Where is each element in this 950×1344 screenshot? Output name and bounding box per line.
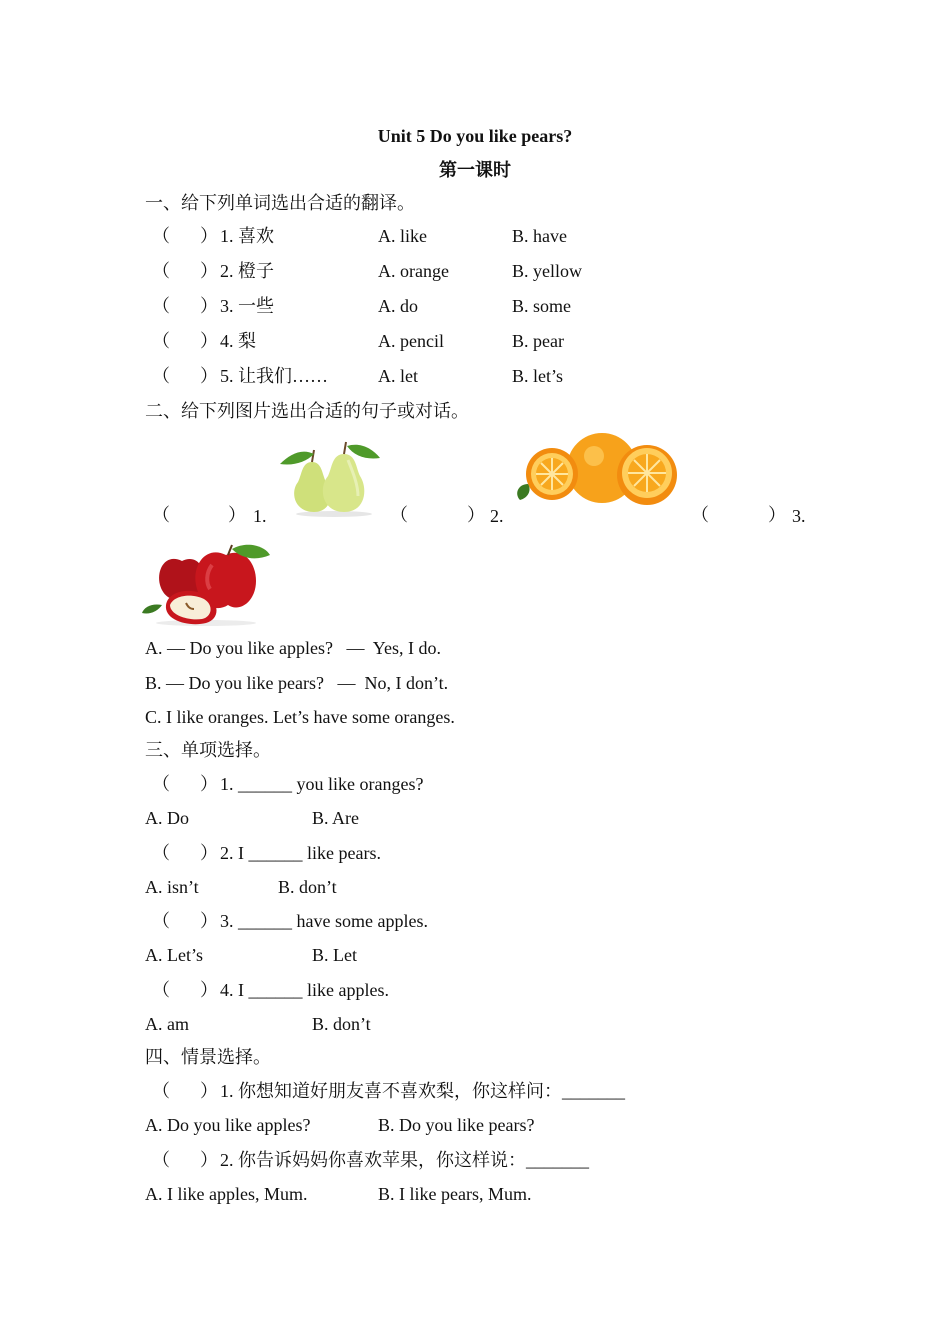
answer-blank-open: （ xyxy=(152,980,170,1000)
answer-blank-close: ） xyxy=(200,843,218,863)
answer-blank-open: （ xyxy=(152,261,170,281)
option-b: B. yellow xyxy=(512,261,582,281)
option-a: A. like xyxy=(378,226,427,246)
answer-blank-open: （ xyxy=(152,226,170,246)
answer-blank-close: ） xyxy=(200,911,218,931)
picture-number: 3. xyxy=(792,506,806,526)
option-a: A. I like apples, Mum. xyxy=(145,1184,308,1204)
oranges-picture xyxy=(514,428,684,510)
section2-heading: 二、给下列图片选出合适的句子或对话。 xyxy=(145,401,469,421)
answer-blank-close: ） xyxy=(200,1081,218,1101)
answer-blank-open: （ xyxy=(152,1150,170,1170)
answer-blank-open: （ xyxy=(152,1081,170,1101)
question-stem: 2. 橙子 xyxy=(220,261,274,281)
option-b: B. Let xyxy=(312,945,357,965)
question-stem: 3. ______ have some apples. xyxy=(220,911,428,931)
option-a: A. Let’s xyxy=(145,945,203,965)
question-stem: 1. ______ you like oranges? xyxy=(220,774,424,794)
option-b: B. have xyxy=(512,226,567,246)
option-a: A. let xyxy=(378,366,418,386)
answer-blank-open: （ xyxy=(152,296,170,316)
option-a: A. Do you like apples? xyxy=(145,1115,311,1135)
section1-heading: 一、给下列单词选出合适的翻译。 xyxy=(145,193,415,213)
answer-blank-close: ） xyxy=(200,261,218,281)
option-b: B. Do you like pears? xyxy=(378,1115,535,1135)
answer-blank-open: （ xyxy=(152,366,170,386)
page-subtitle: 第一课时 xyxy=(439,160,511,180)
option-a: A. Do xyxy=(145,808,189,828)
option-a: A. pencil xyxy=(378,331,444,351)
question-stem: 1. 喜欢 xyxy=(220,226,274,246)
answer-blank-close: ） xyxy=(200,296,218,316)
page-title: Unit 5 Do you like pears? xyxy=(377,126,573,146)
picture-option-a: A. — Do you like apples? — Yes, I do. xyxy=(145,638,441,658)
answer-blank-close: ） xyxy=(467,505,485,525)
option-b: B. don’t xyxy=(312,1014,371,1034)
answer-blank-close: ） xyxy=(200,366,218,386)
option-b: B. let’s xyxy=(512,366,564,386)
option-b: B. Are xyxy=(312,808,359,828)
option-b: B. don’t xyxy=(278,877,337,897)
answer-blank-open: （ xyxy=(152,331,170,351)
option-a: A. orange xyxy=(378,261,449,281)
picture-option-b: B. — Do you like pears? — No, I don’t. xyxy=(145,673,449,693)
section3-heading: 三、单项选择。 xyxy=(145,740,271,760)
section4-heading: 四、情景选择。 xyxy=(145,1047,271,1067)
option-a: A. isn’t xyxy=(145,877,199,897)
question-stem: 3. 一些 xyxy=(220,296,274,316)
option-a: A. am xyxy=(145,1014,189,1034)
answer-blank-close: ） xyxy=(200,226,218,246)
answer-blank-close: ） xyxy=(768,505,786,525)
answer-blank-close: ） xyxy=(228,505,246,525)
answer-blank-open: （ xyxy=(390,505,408,525)
apples-picture xyxy=(142,543,272,627)
answer-blank-close: ） xyxy=(200,1150,218,1170)
question-stem: 2. 你告诉妈妈你喜欢苹果，你这样说：_______ xyxy=(220,1150,589,1170)
question-stem: 4. 梨 xyxy=(220,331,256,351)
answer-blank-close: ） xyxy=(200,331,218,351)
picture-number: 2. xyxy=(490,506,504,526)
question-stem: 5. 让我们…… xyxy=(220,366,328,386)
option-a: A. do xyxy=(378,296,418,316)
picture-number: 1. xyxy=(253,506,267,526)
answer-blank-open: （ xyxy=(152,911,170,931)
question-stem: 2. I ______ like pears. xyxy=(220,843,381,863)
option-b: B. pear xyxy=(512,331,564,351)
picture-option-c: C. I like oranges. Let’s have some oranges. xyxy=(145,707,455,727)
answer-blank-open: （ xyxy=(691,505,709,525)
answer-blank-open: （ xyxy=(152,774,170,794)
answer-blank-open: （ xyxy=(152,843,170,863)
pears-picture xyxy=(272,440,384,518)
option-b: B. I like pears, Mum. xyxy=(378,1184,532,1204)
answer-blank-close: ） xyxy=(200,980,218,1000)
question-stem: 1. 你想知道好朋友喜不喜欢梨，你这样问：_______ xyxy=(220,1081,625,1101)
question-stem: 4. I ______ like apples. xyxy=(220,980,389,1000)
answer-blank-close: ） xyxy=(200,774,218,794)
option-b: B. some xyxy=(512,296,572,316)
answer-blank-open: （ xyxy=(152,505,170,525)
